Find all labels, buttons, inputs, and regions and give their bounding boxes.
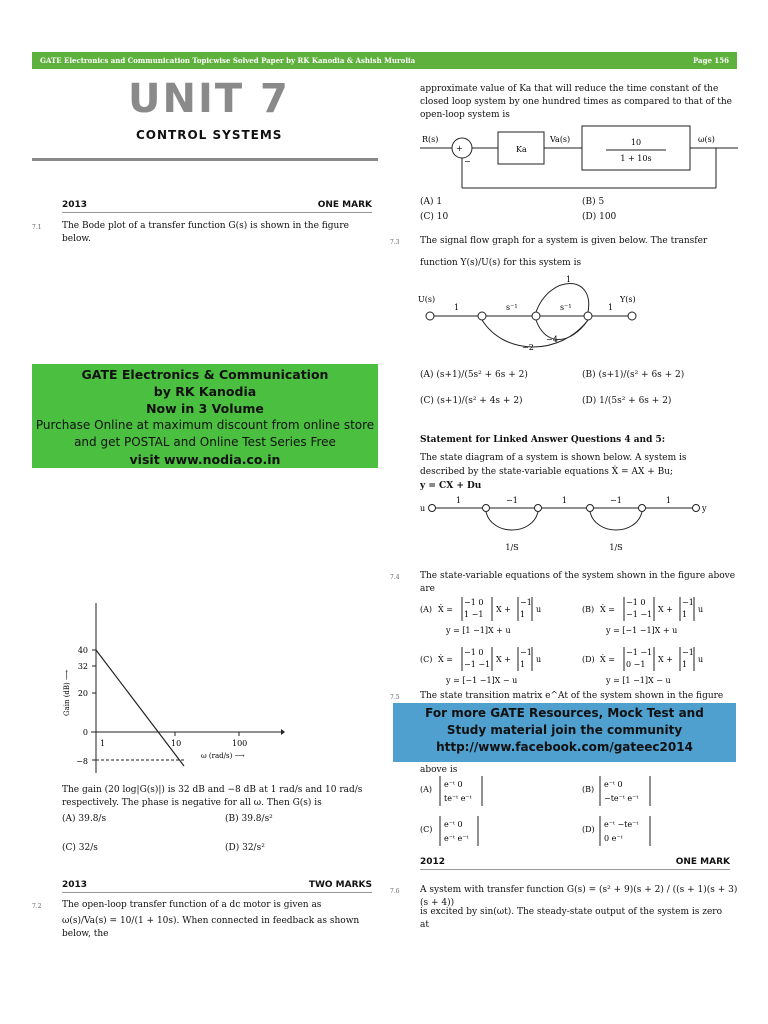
section-year: 2013 (62, 200, 88, 210)
xtick-label: 1 (100, 739, 106, 748)
option-d: (D) 1/(5s² + 6s + 2) (582, 396, 672, 406)
page-header (32, 52, 737, 69)
svg-text:X +: X + (658, 605, 673, 614)
option-a: (A) (420, 785, 433, 794)
section-year: 2013 (62, 880, 88, 890)
gain-label: Ka (516, 145, 527, 154)
linked-text: The state diagram of a system is shown below. A system is (420, 453, 687, 463)
section-marks: ONE MARK (317, 200, 372, 210)
advert-link[interactable]: visit www.nodia.co.in (129, 452, 281, 467)
svg-text:−1: −1 (520, 598, 532, 607)
option-a: (A) 39.8/s (62, 814, 107, 824)
advert-line: GATE Electronics & Communication (81, 367, 329, 382)
svg-text:Ẋ =: Ẋ = (438, 605, 453, 614)
option-c: (C) (s+1)/(s² + 4s + 2) (420, 396, 523, 406)
question-4-options (420, 592, 738, 688)
advert-line: Study material join the community (446, 723, 683, 737)
question-2-text: The open-loop transfer function of a dc motor is given as (62, 900, 322, 910)
section-2013-one-mark (62, 200, 372, 213)
question-5-text: The state transition matrix e^At of the system shown in the figure (420, 691, 724, 701)
option-c: (C) (420, 825, 433, 834)
linked-text: described by the state-variable equations Ẋ = AX + Bu; (420, 467, 674, 477)
section-2013-two-marks (62, 880, 372, 893)
node-label: Y(s) (620, 295, 636, 304)
advert-line: Purchase Online at maximum discount from online store (35, 418, 375, 432)
svg-text:−te⁻ᵗ e⁻ᵗ: −te⁻ᵗ e⁻ᵗ (604, 794, 639, 803)
signal-flow-graph (420, 272, 670, 356)
output-eq: y = [1 −1]X + u (446, 626, 511, 635)
title-rule (32, 158, 378, 161)
svg-text:−1: −1 (682, 648, 694, 657)
svg-text:0 −1: 0 −1 (626, 660, 646, 669)
branch-gain: 1 (454, 303, 460, 312)
svg-text:X +: X + (496, 605, 511, 614)
branch-gain: −4 (546, 335, 558, 344)
svg-text:−1 0: −1 0 (464, 598, 484, 607)
question-number: 7.6 (390, 888, 400, 895)
branch-gain: −2 (522, 343, 534, 352)
tf-denominator: 1 + 10s (620, 154, 652, 163)
question-5-continued: above is (420, 765, 458, 775)
branch-gain: −1 (610, 496, 622, 505)
advert-kanodia[interactable] (32, 364, 378, 468)
question-2-continued: approximate value of Ka that will reduce the time constant of the closed loop system by one hundred times as compared to that of the open-loop system is (420, 84, 732, 120)
svg-text:X +: X + (658, 655, 673, 664)
question-number: 7.1 (32, 224, 42, 231)
svg-text:e⁻ᵗ 0: e⁻ᵗ 0 (444, 780, 463, 789)
node-label: y (702, 504, 707, 513)
svg-text:e⁻ᵗ e⁻ᵗ: e⁻ᵗ e⁻ᵗ (444, 834, 469, 843)
node-label: u (420, 504, 426, 513)
question-number: 7.4 (390, 574, 400, 581)
input-label: R(s) (422, 135, 439, 144)
linked-text: y = CX + Du (420, 481, 482, 491)
question-number: 7.3 (390, 239, 400, 246)
header-title: GATE Electronics and Communication Topicwise Solved Paper by RK Kanodia & Ashish Murolia (40, 56, 416, 65)
question-5-options (420, 774, 738, 850)
svg-text:u: u (536, 655, 542, 664)
advert-line: For more GATE Resources, Mock Test and (425, 706, 704, 720)
state-diagram (420, 492, 720, 560)
section-year: 2012 (420, 857, 446, 867)
svg-text:Ẋ =: Ẋ = (438, 655, 453, 664)
svg-text:e⁻ᵗ 0: e⁻ᵗ 0 (444, 820, 463, 829)
ytick-label: 0 (82, 728, 88, 737)
svg-text:e⁻ᵗ 0: e⁻ᵗ 0 (604, 780, 623, 789)
option-b: (B) 39.8/s² (225, 814, 273, 824)
question-number: 7.2 (32, 903, 42, 910)
ytick-label: −8 (76, 757, 88, 766)
svg-text:Ẋ =: Ẋ = (600, 655, 615, 664)
branch-gain: s⁻¹ (560, 303, 572, 312)
advert-line: by RK Kanodia (153, 384, 257, 399)
svg-text:0 e⁻ᵗ: 0 e⁻ᵗ (604, 834, 623, 843)
svg-text:−1 0: −1 0 (464, 648, 484, 657)
bode-plot (56, 598, 286, 778)
ytick-label: 40 (77, 646, 88, 655)
svg-text:1: 1 (520, 660, 526, 669)
svg-text:u: u (698, 655, 704, 664)
question-1-text: The Bode plot of a transfer function G(s) is shown in the figure below. (62, 221, 349, 244)
option-d: (D) 32/s² (225, 843, 265, 853)
option-d: (D) (582, 655, 595, 664)
linked-heading: Statement for Linked Answer Questions 4 and 5: (420, 435, 666, 445)
advert-line: and get POSTAL and Online Test Series Free (74, 435, 336, 449)
question-number: 7.5 (390, 694, 400, 701)
option-b: (B) (582, 785, 595, 794)
svg-text:1: 1 (682, 660, 688, 669)
output-eq: y = [−1 −1]X + u (606, 626, 678, 635)
svg-text:u: u (536, 605, 542, 614)
svg-text:−1 −1: −1 −1 (626, 610, 653, 619)
section-2012-one-mark (420, 857, 730, 870)
svg-text:Ẋ =: Ẋ = (600, 605, 615, 614)
branch-gain: 1 (562, 496, 568, 505)
question-4-text: The state-variable equations of the system shown in the figure above are (420, 571, 736, 594)
svg-text:1: 1 (682, 610, 688, 619)
output-eq: y = [−1 −1]X − u (446, 676, 518, 685)
question-6-text: at (420, 920, 429, 930)
feedback-block-diagram (420, 122, 740, 196)
question-1-statement: The gain (20 log|G(s)|) is 32 dB and −8 dB at 1 rad/s and 10 rad/s respectively. The phase is negative for all ω. Then G(s) is (62, 785, 363, 808)
signal-label: Va(s) (550, 135, 571, 144)
advert-link[interactable]: http://www.facebook.com/gateec2014 (436, 740, 693, 754)
xtick-label: 100 (232, 739, 248, 748)
question-3-function: function Y(s)/U(s) for this system is (420, 258, 582, 268)
xtick-label: 10 (171, 739, 182, 748)
svg-text:−1: −1 (682, 598, 694, 607)
branch-gain: 1 (608, 303, 614, 312)
svg-text:e⁻ᵗ −te⁻ᵗ: e⁻ᵗ −te⁻ᵗ (604, 820, 639, 829)
question-6-text: A system with transfer function G(s) = (s² + 9)(s + 2) / ((s + 1)(s + 3)(s + 4)) (420, 885, 738, 908)
branch-gain: s⁻¹ (506, 303, 518, 312)
output-eq: y = [1 −1]X − u (606, 676, 671, 685)
svg-text:−1 0: −1 0 (626, 598, 646, 607)
option-c: (C) 10 (420, 212, 449, 222)
x-axis-label: ω (rad/s) ⟶ (201, 752, 245, 760)
svg-text:te⁻ᵗ e⁻ᵗ: te⁻ᵗ e⁻ᵗ (444, 794, 472, 803)
page-number: Page 156 (692, 56, 729, 65)
node-label: U(s) (418, 295, 436, 304)
svg-text:−1: −1 (520, 648, 532, 657)
svg-text:−1 −1: −1 −1 (626, 648, 653, 657)
svg-text:−1 −1: −1 −1 (464, 660, 491, 669)
ytick-label: 20 (77, 689, 88, 698)
output-label: ω(s) (698, 135, 715, 144)
option-b: (B) 5 (582, 197, 605, 207)
ytick-label: 32 (77, 662, 88, 671)
option-b: (B) (582, 605, 595, 614)
svg-text:X +: X + (496, 655, 511, 664)
branch-gain: 1 (666, 496, 672, 505)
option-a: (A) (s+1)/(5s² + 6s + 2) (420, 370, 528, 380)
branch-gain: −1 (506, 496, 518, 505)
svg-text:−: − (464, 157, 471, 166)
option-b: (B) (s+1)/(s² + 6s + 2) (582, 370, 685, 380)
question-3-text: The signal flow graph for a system is given below. The transfer (420, 236, 708, 246)
branch-gain: 1 (456, 496, 462, 505)
option-d: (D) (582, 825, 595, 834)
advert-community[interactable] (393, 703, 736, 762)
option-c: (C) (420, 655, 433, 664)
option-d: (D) 100 (582, 212, 617, 222)
branch-gain: 1 (566, 275, 572, 284)
section-marks: TWO MARKS (308, 880, 372, 890)
advert-line: Now in 3 Volume (146, 401, 264, 416)
y-axis-label: Gain (dB) ⟶ (63, 669, 71, 717)
svg-text:+: + (456, 144, 463, 153)
option-a: (A) 1 (420, 197, 443, 207)
tf-numerator: 10 (630, 138, 642, 147)
svg-text:1 −1: 1 −1 (464, 610, 484, 619)
svg-text:u: u (698, 605, 704, 614)
integrator-label: 1/S (609, 543, 623, 552)
section-marks: ONE MARK (675, 857, 730, 867)
question-2-equation: ω(s)/Va(s) = 10/(1 + 10s). When connected in feedback as shown below, the (62, 916, 360, 939)
svg-text:1: 1 (520, 610, 526, 619)
unit-title: UNIT 7 (128, 76, 290, 122)
integrator-label: 1/S (505, 543, 519, 552)
option-a: (A) (420, 605, 433, 614)
unit-subtitle: CONTROL SYSTEMS (136, 128, 283, 142)
option-c: (C) 32/s (62, 843, 98, 853)
question-6-text: is excited by sin(ωt). The steady-state output of the system is zero (420, 907, 723, 917)
